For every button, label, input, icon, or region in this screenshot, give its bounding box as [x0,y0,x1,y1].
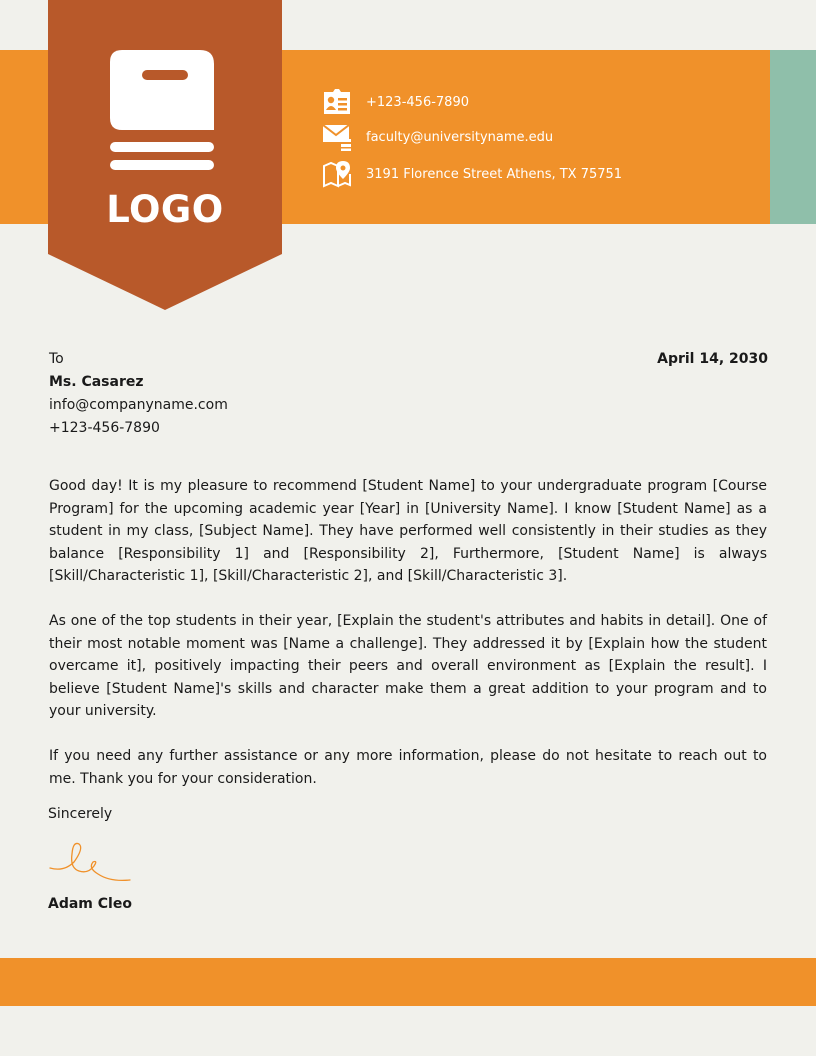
contact-email-row [322,123,553,151]
accent-band [770,50,816,224]
recipient-block [49,348,228,440]
book-icon [108,48,218,172]
to-label: To [49,351,64,367]
recipient-email: info@companyname.com [49,397,228,413]
header-address: 3191 Florence Street Athens, TX 75751 [366,166,623,182]
letter-date: April 14, 2030 [657,351,768,367]
contact-phone-row [322,88,469,116]
closing: Sincerely [48,806,113,822]
contact-address-row [322,160,622,188]
contact-card-icon [322,88,352,116]
header-phone: +123-456-7890 [366,94,469,110]
paragraph-1: Good day! It is my pleasure to recommend [Student Name] to your undergraduate program [Course Program] for the upcoming academic year [Year] in [University Name]. I know [Student Name] as a student in my class, [Subject Name]. They have performed well consistently in their studies as they balance [Responsibility 1] and [Responsibility 2], Furthermore, [Student Name] is always [Skill/Characteristic 1], [Skill/Characteristic 2], and [Skill/Characteristic 3]. [49,478,767,585]
map-pin-icon [322,160,352,188]
logo-text: LOGO [106,188,224,231]
recipient-phone: +123-456-7890 [49,420,160,436]
signer-name: Adam Cleo [48,896,132,912]
paragraph-3: If you need any further assistance or any more information, please do not hesitate to reach out to me. Thank you for your consideration. [49,747,767,787]
header-email: faculty@universityname.edu [366,129,554,145]
mail-icon [322,123,352,151]
paragraph-2: As one of the top students in their year, [Explain the student's attributes and habits in detail]. One of their most notable moment was [Name a challenge]. They addressed it by [Explain how the student overcame it], positively impacting their peers and overall environment as [Explain the result]. I believe [Student Name]'s skills and character make them a great addition to your program and to your university. [49,612,767,720]
footer-band [0,958,816,1006]
letter-body [49,475,767,812]
signature [48,838,132,886]
recipient-name: Ms. Casarez [49,374,144,390]
logo-banner [48,0,282,310]
